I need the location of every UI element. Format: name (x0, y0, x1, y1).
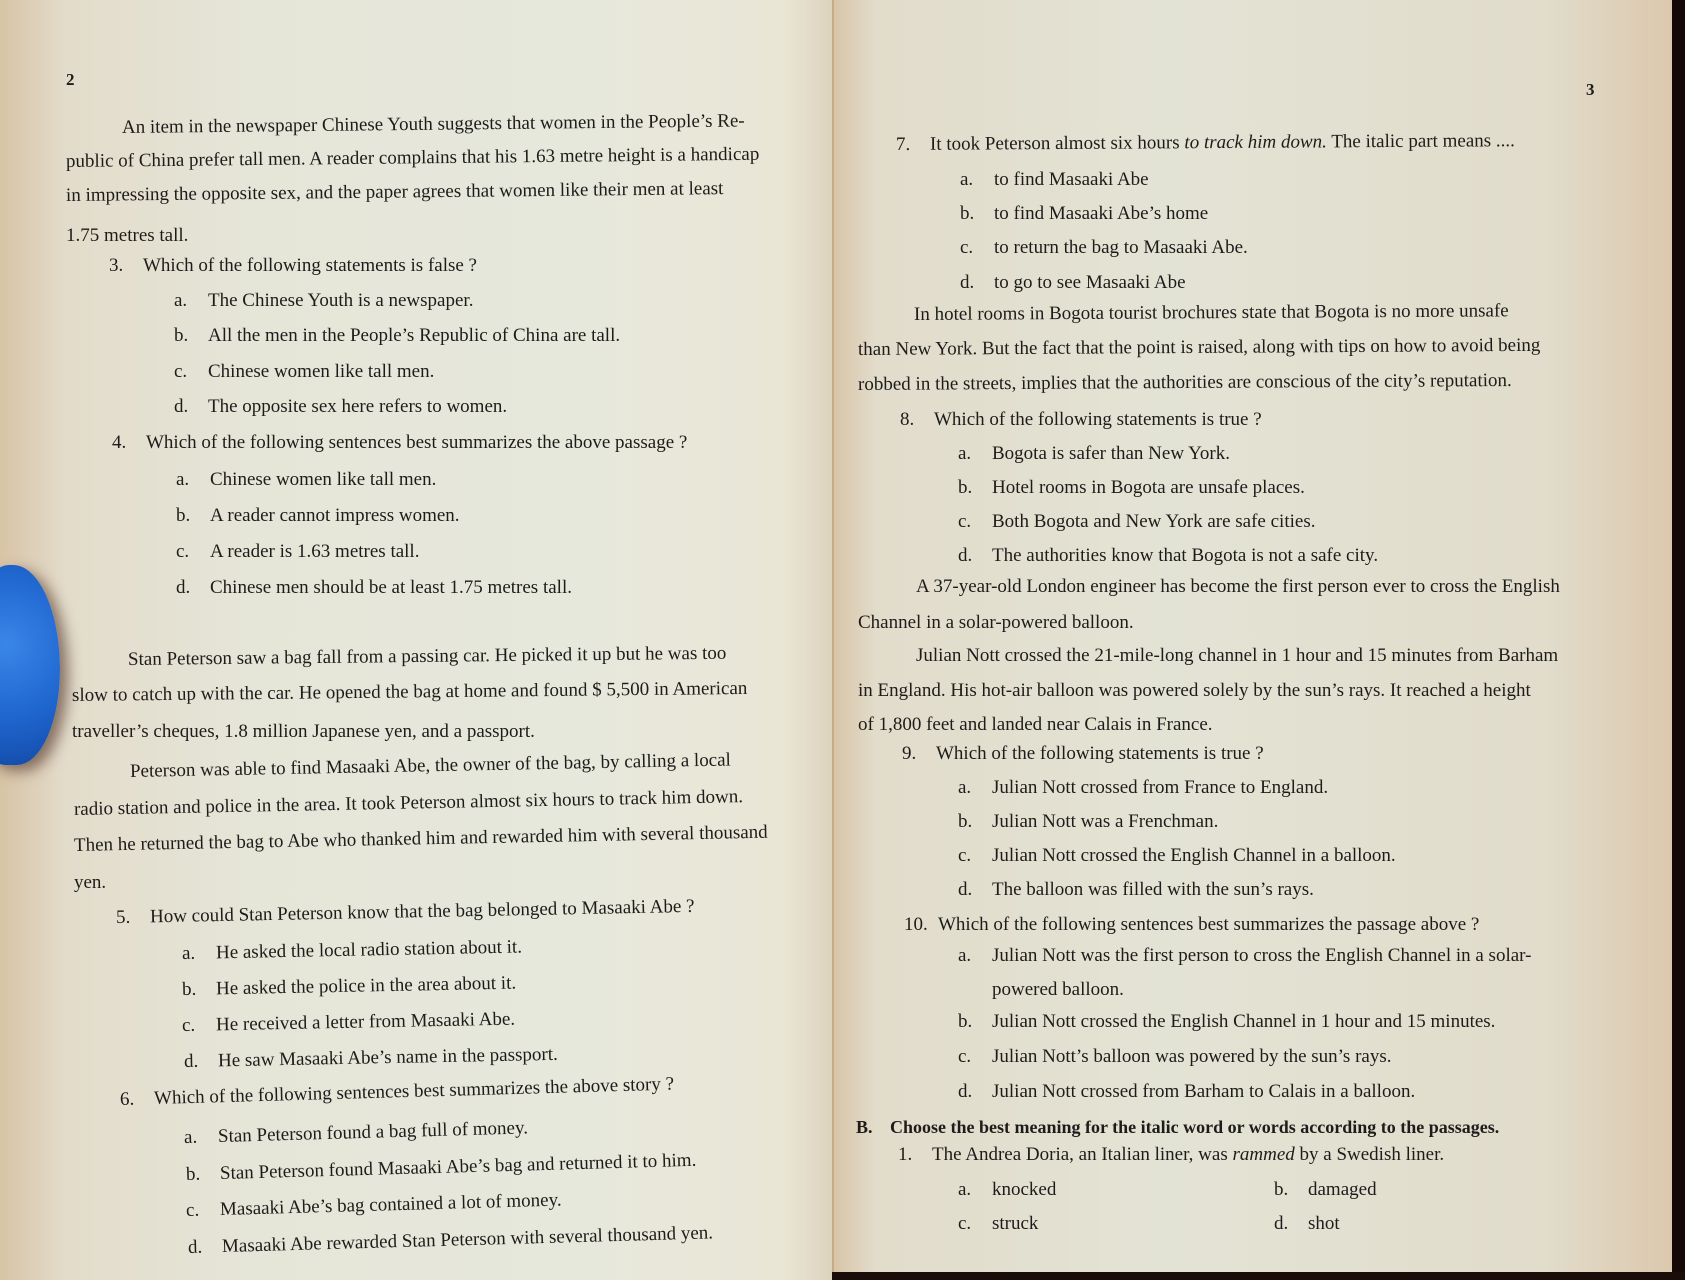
option-label: b. (958, 1011, 973, 1032)
option-d[interactable] (960, 273, 1186, 292)
passage-line: Stan Peterson saw a bag fall from a passing car. He picked it up but he was too (127, 642, 727, 670)
question-stem (896, 131, 1515, 154)
blue-glove-thumb (0, 565, 60, 765)
option-c[interactable] (958, 1214, 1038, 1233)
option-label: c. (958, 845, 972, 866)
option-text: Stan Peterson found Masaaki Abe’s bag and returned it to him. (219, 1149, 697, 1185)
question-stem (116, 897, 695, 927)
question-number: 8. (900, 409, 915, 430)
page-number: 2 (66, 70, 75, 89)
option-label: b. (960, 203, 975, 224)
passage-line: yen. (74, 872, 107, 893)
question-number: 5. (115, 906, 131, 928)
option-label: b. (1274, 1179, 1289, 1200)
option-label: d. (174, 396, 189, 417)
option-text: to find Masaaki Abe’s home (994, 203, 1209, 224)
passage-line: Channel in a solar-powered balloon. (858, 612, 1134, 633)
question-text: Which of the following statements is false ? (143, 255, 477, 276)
question-stem (902, 744, 1264, 763)
option-text: damaged (1308, 1179, 1377, 1200)
option-text: He asked the local radio station about it. (215, 936, 523, 964)
option-a-continuation (992, 980, 1124, 999)
option-text: Masaaki Abe’s bag contained a lot of money. (219, 1189, 562, 1221)
option-label: a. (183, 1126, 198, 1148)
option-label: a. (958, 945, 972, 966)
question-text-tail: by a Swedish liner. (1294, 1144, 1445, 1165)
option-c[interactable] (182, 1010, 515, 1035)
option-a[interactable] (184, 1118, 529, 1147)
passage-line: in England. His hot-air balloon was powered solely by the sun’s rays. It reached a height (858, 680, 1531, 701)
option-text: knocked (992, 1179, 1057, 1200)
question-text: Which of the following sentences best summarizes the above passage ? (146, 432, 688, 453)
passage-line: radio station and police in the area. It took Peterson almost six hours to track him down. (73, 786, 744, 820)
option-c[interactable] (176, 542, 419, 561)
option-a[interactable] (960, 170, 1149, 189)
option-text: Julian Nott crossed the English Channel in a balloon. (992, 845, 1396, 866)
option-label: b. (958, 811, 973, 832)
passage-line: Then he returned the bag to Abe who thanked him and rewarded him with several thousand (73, 821, 768, 856)
option-label: d. (1274, 1213, 1289, 1234)
option-label: a. (174, 290, 188, 311)
option-text: Julian Nott crossed from Barham to Calais in a balloon. (992, 1081, 1416, 1102)
option-a[interactable] (176, 470, 436, 489)
question-stem (904, 915, 1479, 934)
option-c[interactable] (958, 1047, 1391, 1066)
option-a[interactable] (182, 937, 522, 963)
option-label: d. (958, 545, 973, 566)
option-label: c. (185, 1199, 200, 1221)
option-text: Stan Peterson found a bag full of money. (217, 1117, 529, 1148)
section-instruction: Choose the best meaning for the italic word or words according to the passages. (890, 1117, 1500, 1137)
option-text: A reader cannot impress women. (210, 505, 460, 526)
question-stem (120, 1075, 675, 1109)
option-label: c. (958, 1046, 972, 1067)
option-text: The opposite sex here refers to women. (208, 396, 508, 417)
option-label: b. (958, 477, 973, 498)
option-text: Masaaki Abe rewarded Stan Peterson with several thousand yen. (221, 1222, 714, 1258)
option-text: The balloon was filled with the sun’s rays. (992, 879, 1314, 900)
option-text: Julian Nott crossed the English Channel in 1 hour and 15 minutes. (992, 1011, 1496, 1032)
option-label: d. (958, 879, 973, 900)
italic-phrase: to track him down. (1184, 131, 1327, 154)
option-label: b. (185, 1163, 201, 1185)
option-label: a. (960, 169, 974, 190)
option-c[interactable] (186, 1191, 562, 1220)
option-label: a. (958, 1179, 972, 1200)
option-a[interactable] (958, 946, 1531, 965)
option-label: c. (176, 541, 190, 562)
option-label: d. (958, 1081, 973, 1102)
option-text: Hotel rooms in Bogota are unsafe places. (992, 477, 1305, 498)
option-c[interactable] (958, 846, 1396, 865)
passage-line: An item in the newspaper Chinese Youth suggests that women in the People’s Re- (121, 110, 745, 138)
question-stem (900, 410, 1262, 429)
option-label: c. (960, 237, 974, 258)
option-b[interactable] (960, 204, 1208, 223)
question-stem (109, 256, 477, 275)
question-number: 10. (904, 914, 928, 935)
option-d[interactable] (188, 1223, 714, 1257)
passage-line: Julian Nott crossed the 21-mile-long channel in 1 hour and 15 minutes from Barham (916, 645, 1559, 666)
option-text: Chinese men should be at least 1.75 metres tall. (210, 577, 572, 598)
option-b[interactable] (958, 478, 1305, 497)
option-b[interactable] (958, 1012, 1495, 1031)
question-number: 9. (902, 743, 917, 764)
passage-line: robbed in the streets, implies that the authorities are conscious of the city’s reputation. (857, 370, 1512, 395)
option-b[interactable] (174, 326, 620, 345)
option-text: to return the bag to Masaaki Abe. (994, 237, 1248, 258)
option-text: Chinese women like tall men. (210, 469, 437, 490)
option-b[interactable] (958, 812, 1218, 831)
option-text: A reader is 1.63 metres tall. (210, 541, 420, 562)
option-label: b. (174, 325, 189, 346)
option-label: c. (958, 511, 972, 532)
option-a[interactable] (958, 444, 1230, 463)
option-text: Chinese women like tall men. (208, 361, 435, 382)
option-text: He saw Masaaki Abe’s name in the passport. (217, 1043, 558, 1072)
question-text: Which of the following sentences best summarizes the above story ? (153, 1073, 675, 1110)
option-d[interactable] (1274, 1214, 1340, 1233)
background-edge (832, 1272, 1685, 1280)
passage-line: of 1,800 feet and landed near Calais in France. (858, 714, 1213, 735)
option-text: The Chinese Youth is a newspaper. (208, 290, 474, 311)
passage-line: 1.75 metres tall. (66, 225, 189, 246)
option-text: Julian Nott was the first person to cross the English Channel in a solar- (992, 945, 1532, 966)
option-text: Julian Nott crossed from France to England. (992, 777, 1329, 798)
option-text: The authorities know that Bogota is not a safe city. (992, 545, 1379, 566)
option-label: b. (181, 978, 197, 1000)
option-d[interactable] (184, 1045, 558, 1071)
question-number: 1. (898, 1144, 913, 1165)
option-a[interactable] (958, 778, 1328, 797)
question-text: Which of the following statements is true ? (936, 743, 1264, 764)
question-number: 3. (109, 255, 124, 276)
question-number: 7. (895, 133, 911, 155)
background-edge (1672, 0, 1685, 1280)
question-text: Which of the following statements is true ? (934, 409, 1262, 430)
option-label: d. (176, 577, 191, 598)
option-c[interactable] (174, 362, 434, 381)
option-label: a. (958, 777, 972, 798)
passage-line: than New York. But the fact that the point is raised, along with tips on how to avoid being (857, 334, 1541, 360)
passage-line: slow to catch up with the car. He opened the bag at home and found $ 5,500 in American (71, 677, 748, 706)
option-text: He received a letter from Masaaki Abe. (215, 1008, 516, 1036)
option-text: All the men in the People’s Republic of China are tall. (208, 325, 621, 346)
option-label: a. (176, 469, 190, 490)
passage-line: public of China prefer tall men. A reader complains that his 1.63 metre height is a handicap (65, 143, 760, 172)
option-text: to find Masaaki Abe (994, 169, 1149, 190)
question-text: The Andrea Doria, an Italian liner, was (932, 1144, 1233, 1165)
option-label: d. (187, 1236, 203, 1258)
option-b[interactable] (186, 1151, 697, 1184)
option-label: d. (183, 1050, 199, 1072)
option-label: c. (174, 361, 188, 382)
option-b[interactable] (182, 974, 516, 999)
passage-line: Peterson was able to find Masaaki Abe, the owner of the bag, by calling a local (129, 749, 732, 782)
page-number: 3 (1586, 80, 1595, 99)
passage-line: A 37-year-old London engineer has become the first person ever to cross the English (916, 576, 1560, 597)
option-c[interactable] (958, 512, 1315, 531)
option-text: shot (1308, 1213, 1340, 1234)
option-label: a. (181, 942, 196, 964)
option-text: struck (992, 1213, 1039, 1234)
left-page (0, 0, 832, 1280)
option-label: a. (958, 443, 972, 464)
passage-line: traveller’s cheques, 1.8 million Japanese yen, and a passport. (72, 721, 535, 742)
option-a[interactable] (174, 291, 473, 310)
question-stem (898, 1145, 1444, 1164)
option-label: b. (176, 505, 191, 526)
option-text: powered balloon. (992, 979, 1124, 1000)
option-text: Julian Nott was a Frenchman. (992, 811, 1219, 832)
option-text: Both Bogota and New York are safe cities. (992, 511, 1316, 532)
question-text: Which of the following sentences best summarizes the passage above ? (938, 914, 1480, 935)
option-label: d. (960, 272, 975, 293)
passage-line: In hotel rooms in Bogota tourist brochures state that Bogota is no more unsafe (913, 300, 1509, 325)
question-text: It took Peterson almost six hours (929, 132, 1185, 155)
italic-word: rammed (1232, 1144, 1295, 1165)
option-text: Julian Nott’s balloon was powered by the sun’s rays. (992, 1046, 1392, 1067)
question-number: 6. (119, 1088, 135, 1110)
option-b[interactable] (176, 506, 460, 525)
option-label: c. (958, 1213, 972, 1234)
option-d[interactable] (958, 546, 1378, 565)
option-d[interactable] (958, 1082, 1415, 1101)
option-text: He asked the police in the area about it. (215, 972, 517, 1000)
option-b[interactable] (1274, 1180, 1377, 1199)
right-page (832, 0, 1672, 1280)
option-d[interactable] (958, 880, 1314, 899)
passage-line: in impressing the opposite sex, and the paper agrees that women like their men at least (65, 178, 724, 206)
option-text: to go to see Masaaki Abe (994, 272, 1186, 293)
option-d[interactable] (176, 578, 572, 597)
option-text: Bogota is safer than New York. (992, 443, 1231, 464)
option-d[interactable] (174, 397, 507, 416)
question-number: 4. (112, 432, 127, 453)
option-a[interactable] (958, 1180, 1056, 1199)
option-label: c. (181, 1014, 196, 1036)
section-label: B. (856, 1117, 873, 1137)
question-stem (112, 433, 687, 452)
question-text: How could Stan Peterson know that the bag belonged to Masaaki Abe ? (149, 895, 695, 928)
section-heading (856, 1118, 1499, 1136)
question-text-tail: The italic part means .... (1326, 130, 1515, 153)
option-c[interactable] (960, 238, 1248, 257)
